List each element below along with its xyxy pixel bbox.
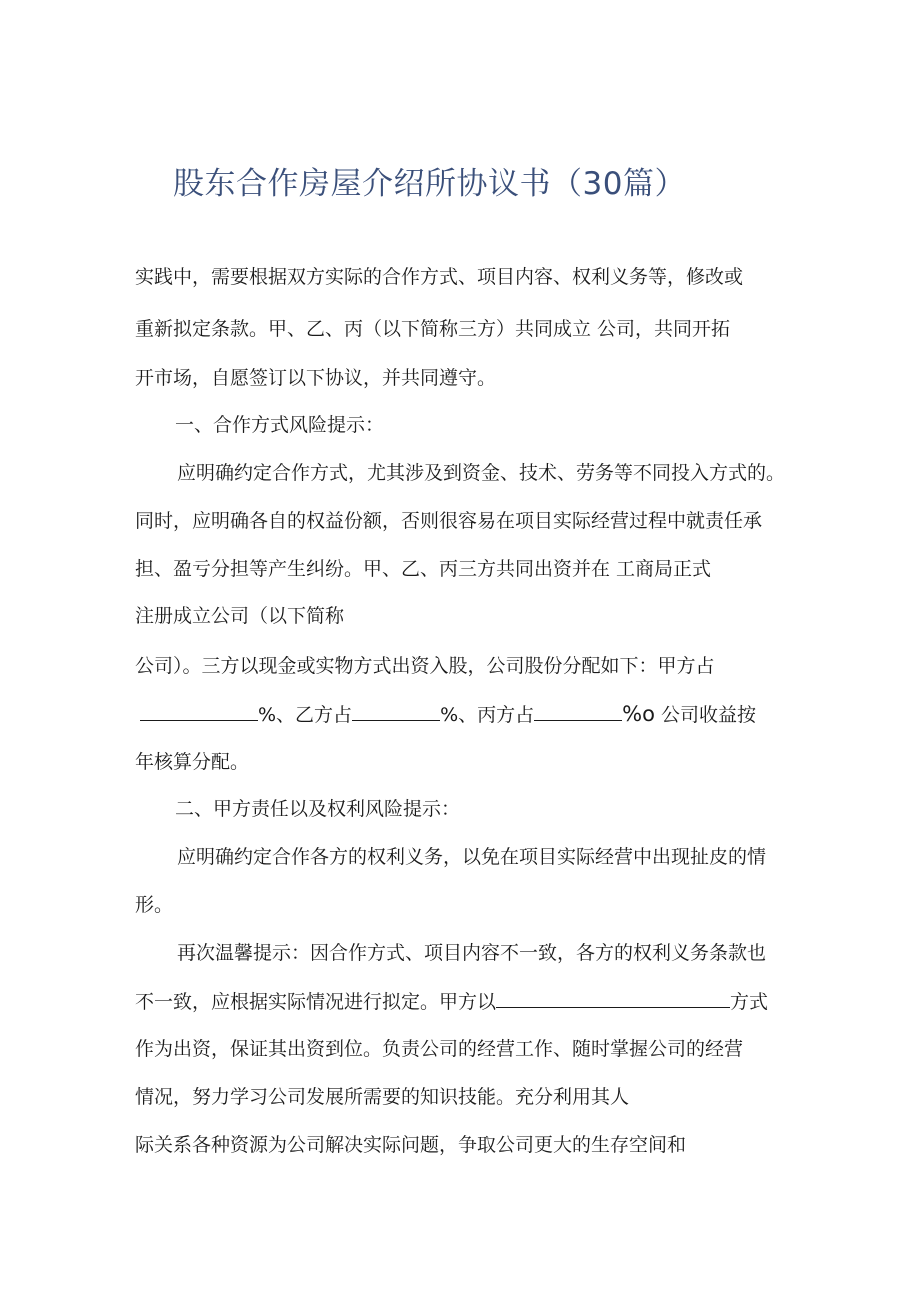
contribution-label: 不一致，应根据实际情况进行拟定。甲方以 bbox=[135, 991, 497, 1013]
paragraph-line: 年核算分配。 bbox=[135, 751, 250, 773]
contribution-method-blank bbox=[496, 989, 730, 1008]
contribution-label: 方式 bbox=[730, 991, 769, 1013]
share-label: 公司收益按 bbox=[660, 704, 756, 726]
paragraph-line: 公司）。三方以现金或实物方式出资入股，公司股份分配如下：甲方占 bbox=[135, 655, 715, 677]
paragraph-line: 再次温馨提示：因合作方式、项目内容不一致，各方的权利义务条款也 bbox=[177, 942, 767, 964]
share-ratio-line bbox=[140, 702, 756, 727]
paragraph-line: 重新拟定条款。甲、乙、丙（以下简称三方）共同成立 公司，共同开拓 bbox=[135, 318, 731, 340]
paragraph-line: 应明确约定合作方式，尤其涉及到资金、技术、劳务等不同投入方式的。 bbox=[177, 462, 786, 484]
paragraph-line: 应明确约定合作各方的权利义务，以免在项目实际经营中出现扯皮的情 bbox=[177, 846, 767, 868]
paragraph-line: 形。 bbox=[135, 894, 174, 916]
party-b-share-blank bbox=[352, 702, 440, 721]
paragraph-line: 担、盈亏分担等产生纠纷。甲、乙、丙三方共同出资并在 工商局正式 bbox=[135, 558, 712, 580]
share-label: %、乙方占 bbox=[258, 704, 353, 726]
paragraph-line: 情况，努力学习公司发展所需要的知识技能。充分利用其人 bbox=[135, 1086, 630, 1108]
party-a-share-blank bbox=[140, 702, 258, 721]
paragraph-line: 作为出资，保证其出资到位。负责公司的经营工作、随时掌握公司的经营 bbox=[135, 1038, 744, 1060]
contribution-line bbox=[135, 989, 768, 1014]
paragraph-line: 实践中，需要根据双方实际的合作方式、项目内容、权利义务等，修改或 bbox=[135, 266, 744, 288]
paragraph-line: 开市场，自愿签订以下协议，并共同遵守。 bbox=[135, 367, 497, 389]
paragraph-line: 注册成立公司（以下简称 bbox=[135, 605, 345, 627]
share-label: %、丙方占 bbox=[440, 704, 535, 726]
section-heading: 一、合作方式风险提示： bbox=[175, 414, 385, 436]
section-heading: 二、甲方责任以及权利风险提示： bbox=[175, 798, 461, 820]
document-title: 股东合作房屋介绍所协议书（30篇） bbox=[173, 166, 686, 202]
paragraph-line: 同时，应明确各自的权益份额，否则很容易在项目实际经营过程中就责任承 bbox=[135, 510, 763, 532]
paragraph-line: 际关系各种资源为公司解决实际问题，争取公司更大的生存空间和 bbox=[135, 1134, 687, 1156]
party-c-share-blank bbox=[534, 702, 622, 721]
share-label: %o bbox=[622, 702, 655, 726]
